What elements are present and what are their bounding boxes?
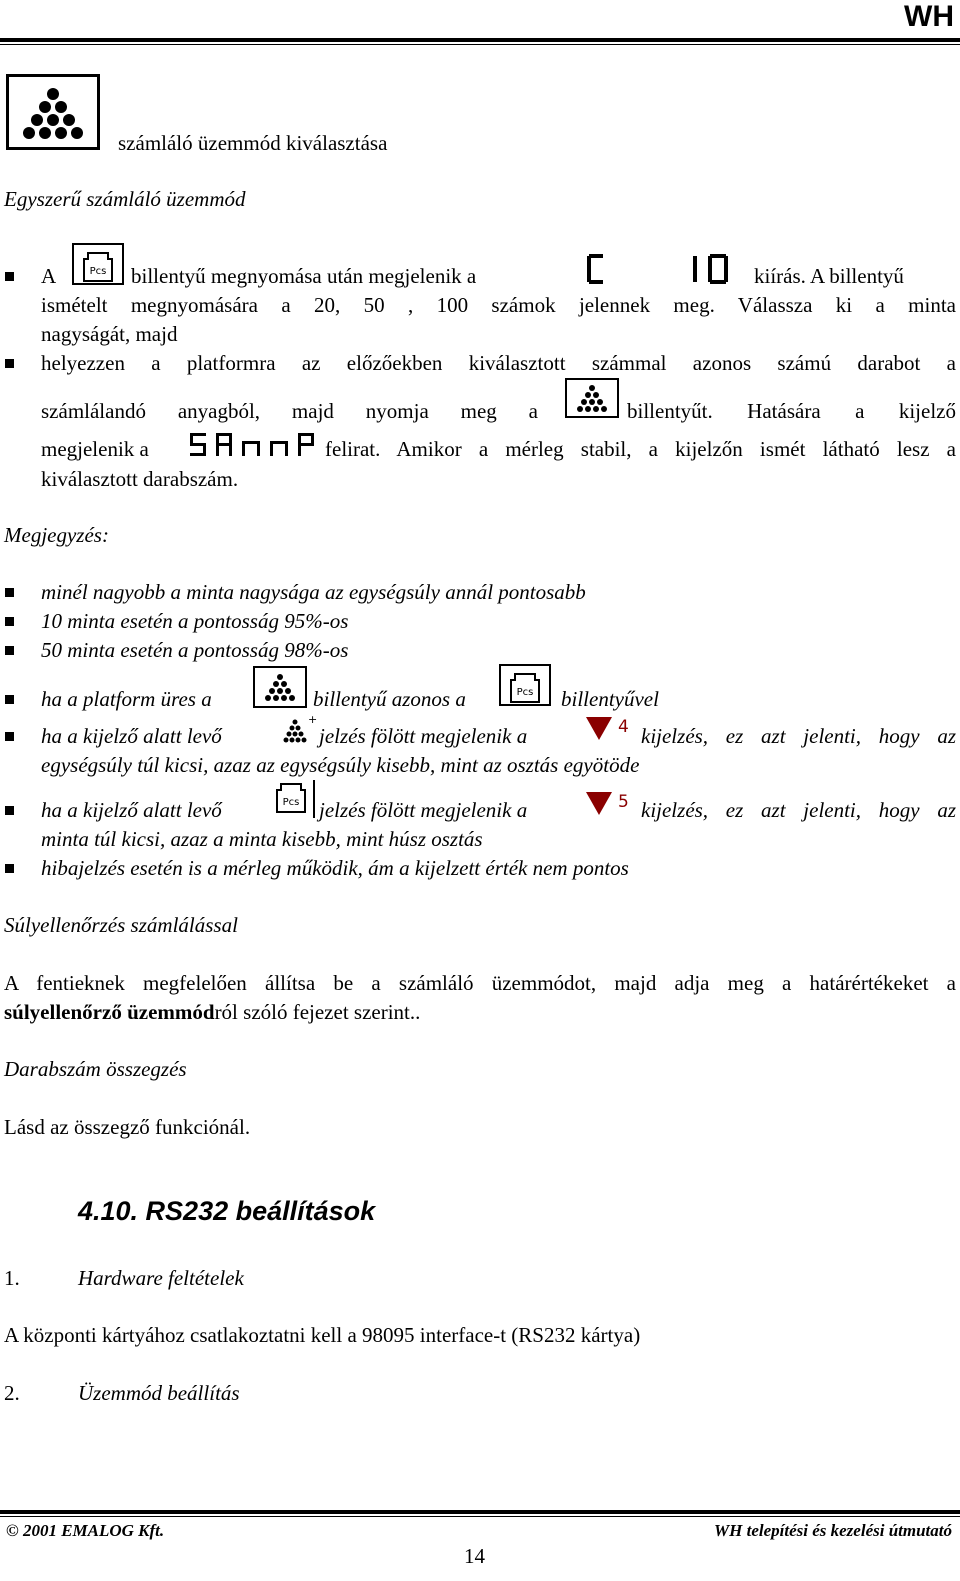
bullet [5,617,14,626]
display-c10 [585,252,741,286]
text-fragment: jelzés fölött megjelenik a [319,724,528,748]
footer-rule [0,1510,960,1514]
pcs-weight-indicator-icon [275,778,321,820]
text-fragment: megjelenik a [41,437,149,461]
pcs-weight-key-icon [499,664,551,706]
text-fragment: billentyű megnyomása után megjelenik a [131,264,477,288]
triangle-down-marker-icon [584,714,634,746]
footer-rule-thin [0,1516,960,1517]
bullet [5,588,14,597]
bullet [5,359,14,368]
bullet [5,806,14,815]
page-number: 14 [464,1544,485,1568]
display-samp [188,431,322,459]
item-title: Üzemmód beállítás [78,1381,240,1405]
text-fragment: A [41,264,57,288]
paragraph-line: ismételt megnyomására a 20, 50 , 100 számok jelennek meg. Válassza ki a minta [41,293,956,317]
paragraph-line [4,1000,420,1025]
bullet [5,695,14,704]
counter-key-icon [6,74,100,150]
text-fragment: ha a kijelző alatt levő [41,724,222,748]
section-heading: 4.10. RS232 beállítások [78,1196,376,1226]
footer-doc-title: WH telepítési és kezelési útmutató [714,1521,952,1540]
text-fragment: kiírás. A billentyű [754,264,904,288]
text-fragment: billentyű azonos a [313,687,466,711]
svg-text:Pcs: Pcs [89,266,107,277]
paragraph-line: A fentieknek megfelelően állítsa be a számláló üzemmódot, majd adja meg a határértékeket a [4,971,956,995]
bullet [5,732,14,741]
text-fragment: számlálandó anyagból, majd nyomja meg a [41,399,538,423]
notes-title: Megjegyzés: [4,523,109,547]
bullet [5,646,14,655]
note-item: 50 minta esetén a pontosság 98%-os [41,638,349,662]
subheading: Egyszerű számláló üzemmód [4,187,246,211]
svg-text:5: 5 [618,792,629,812]
note-item: hibajelzés esetén is a mérleg működik, ám a kijelzett érték nem pontos [41,856,629,880]
text-fragment: ha a kijelző alatt levő [41,798,222,822]
pcs-weight-key-icon [72,243,124,285]
item-number: 1. [4,1266,20,1290]
text-fragment: kijelzés, ez azt jelenti, hogy az [641,724,956,748]
counter-key-icon-small [253,666,307,708]
paragraph-line: kiválasztott darabszám. [41,467,239,491]
bullet [5,272,14,281]
counter-key-icon-small [565,378,619,418]
bullet [5,864,14,873]
text-fragment: billentyűvel [561,687,659,711]
header-rule [0,38,960,42]
paragraph-line: nagyságát, majd [41,322,178,346]
section-title: számláló üzemmód kiválasztása [118,131,388,155]
note-item: 10 minta esetén a pontosság 95%-os [41,609,349,633]
text-fragment: ról szóló fejezet szerint.. [214,1000,421,1024]
item-number: 2. [4,1381,20,1405]
summary-title: Darabszám összegzés [4,1057,187,1081]
counter-indicator-icon [278,713,316,747]
text-fragment: kijelzés, ez azt jelenti, hogy az [641,798,956,822]
note-item: minta túl kicsi, azaz a minta kisebb, mint húsz osztás [41,827,483,851]
svg-text:+: + [308,713,318,726]
svg-text:Pcs: Pcs [282,797,300,808]
header-title: WH [904,0,954,33]
paragraph-line: helyezzen a platformra az előzőekben kiválasztott számmal azonos számú darabot a [41,351,956,375]
note-item: minél nagyobb a minta nagysága az egységsúly annál pontosabb [41,580,586,604]
header-rule-thin [0,44,960,45]
weight-check-title: Súlyellenőrzés számlálással [4,913,238,937]
summary-text: Lásd az összegző funkciónál. [4,1115,251,1139]
text-fragment: billentyűt. Hatására a kijelző [627,399,956,423]
svg-text:4: 4 [618,717,629,737]
text-fragment: felirat. Amikor a mérleg stabil, a kijelzőn ismét látható lesz a [325,437,956,461]
bold-term: súlyellenőrző üzemmód [4,1000,215,1024]
text-fragment: ha a platform üres a [41,687,212,711]
svg-text:Pcs: Pcs [516,687,534,698]
footer-copyright: © 2001 EMALOG Kft. [6,1521,165,1540]
item-title: Hardware feltételek [78,1266,244,1290]
item-text: A központi kártyához csatlakoztatni kell a 98095 interface-t (RS232 kártya) [4,1323,641,1347]
note-item: egységsúly túl kicsi, azaz az egységsúly kisebb, mint az osztás egyötöde [41,753,640,777]
text-fragment: jelzés fölött megjelenik a [319,798,528,822]
triangle-down-marker-icon [584,789,634,821]
